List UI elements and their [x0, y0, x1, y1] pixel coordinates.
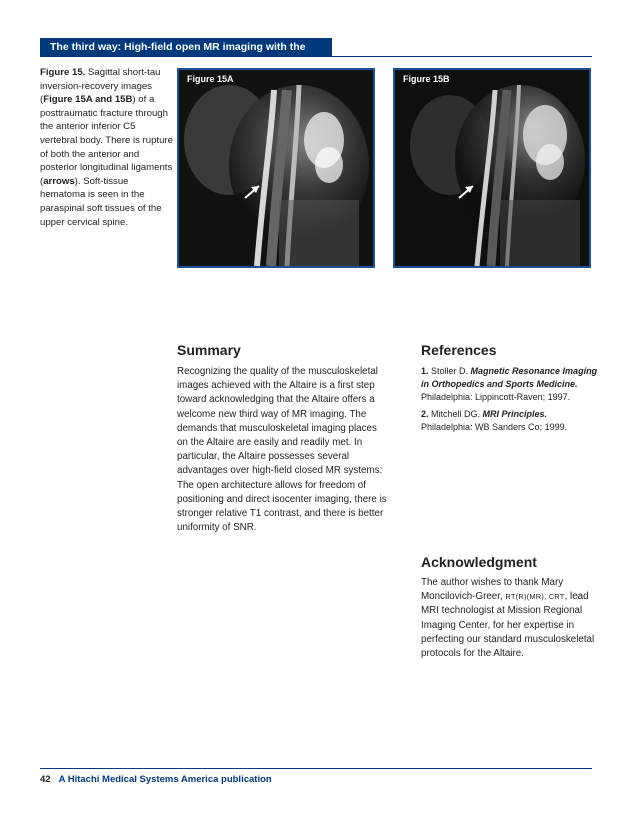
figure-15b: [393, 68, 591, 268]
figure-15a-label: Figure 15A: [187, 74, 234, 84]
acknowledgment-credentials: RT(R)(MR), CRT: [505, 592, 565, 602]
reference-publisher: Philadelphia: Lippincott-Raven; 1997.: [421, 392, 571, 402]
header-bar: [40, 38, 592, 71]
references-title: References: [421, 342, 497, 358]
caption-figure-ref: Figure 15A and 15B: [43, 94, 133, 106]
reference-title: MRI Principles.: [482, 409, 548, 419]
mri-image-a: [179, 70, 373, 266]
footer-rule: [40, 768, 592, 769]
summary-title: Summary: [177, 342, 241, 358]
acknowledgment-text: [421, 576, 601, 661]
reference-author: Stoller D.: [428, 366, 471, 376]
section-header: The third way: High-field open MR imaging with the Altaire®: [40, 38, 332, 56]
acknowledgment-text-pre: The author wishes to thank Mary Moncilovich-Greer,: [421, 577, 564, 603]
footer-publication: A Hitachi Medical Systems America publication: [58, 774, 272, 785]
acknowledgment-text-post: , lead MRI technologist at Mission Regional Imaging Center, for her expertise in perfecting our standard musculoskeletal protocols for the Altaire.: [421, 591, 595, 660]
caption-lead: Figure 15.: [40, 67, 86, 78]
caption-arrows: arrows: [43, 175, 75, 187]
reference-title: Magnetic Resonance Imaging in Orthopedics and Sports Medicine.: [421, 366, 598, 389]
reference-publisher: Philadelphia: WB Sanders Co; 1999.: [421, 422, 568, 432]
page-number: 42: [40, 774, 51, 785]
reference-author: Mitchell DG.: [428, 409, 483, 419]
mri-image-b: [395, 70, 589, 266]
reference-item: [421, 408, 601, 434]
footer: [40, 774, 272, 785]
reference-number: 2.: [421, 409, 429, 419]
acknowledgment-title: Acknowledgment: [421, 554, 537, 570]
caption-text-3: ). Soft-tissue hematoma is seen in the paraspinal soft tissues of the upper cervical spine.: [40, 175, 162, 228]
reference-number: 1.: [421, 366, 429, 376]
summary-text: Recognizing the quality of the musculoskeletal images achieved with the Altaire is a first step toward acknowledging that the Altaire offers a welcome new third way of MR imaging. The demands that musculoskeletal imaging places on the Altaire are easily and readily met. In particular, the Altaire possesses several advantages over high-field closed MR systems: The open architecture allows for freedom of positioning and direct isocenter imaging, there is stronger relative T1 contrast, and there is better uniformity of SNR.: [177, 366, 387, 534]
caption-text-2: ) of a posttraumatic fracture through the anterior inferior C5 vertebral body. There is rupture of both the anterior and posterior longitudinal ligaments (: [40, 94, 173, 187]
references-list: [421, 365, 601, 438]
figure-15b-label: Figure 15B: [403, 74, 450, 84]
reference-item: [421, 365, 601, 404]
figure-caption: [40, 66, 175, 229]
figure-15a: [177, 68, 375, 268]
caption-text-1: Sagittal short-tau inversion-recovery images (: [40, 67, 161, 106]
